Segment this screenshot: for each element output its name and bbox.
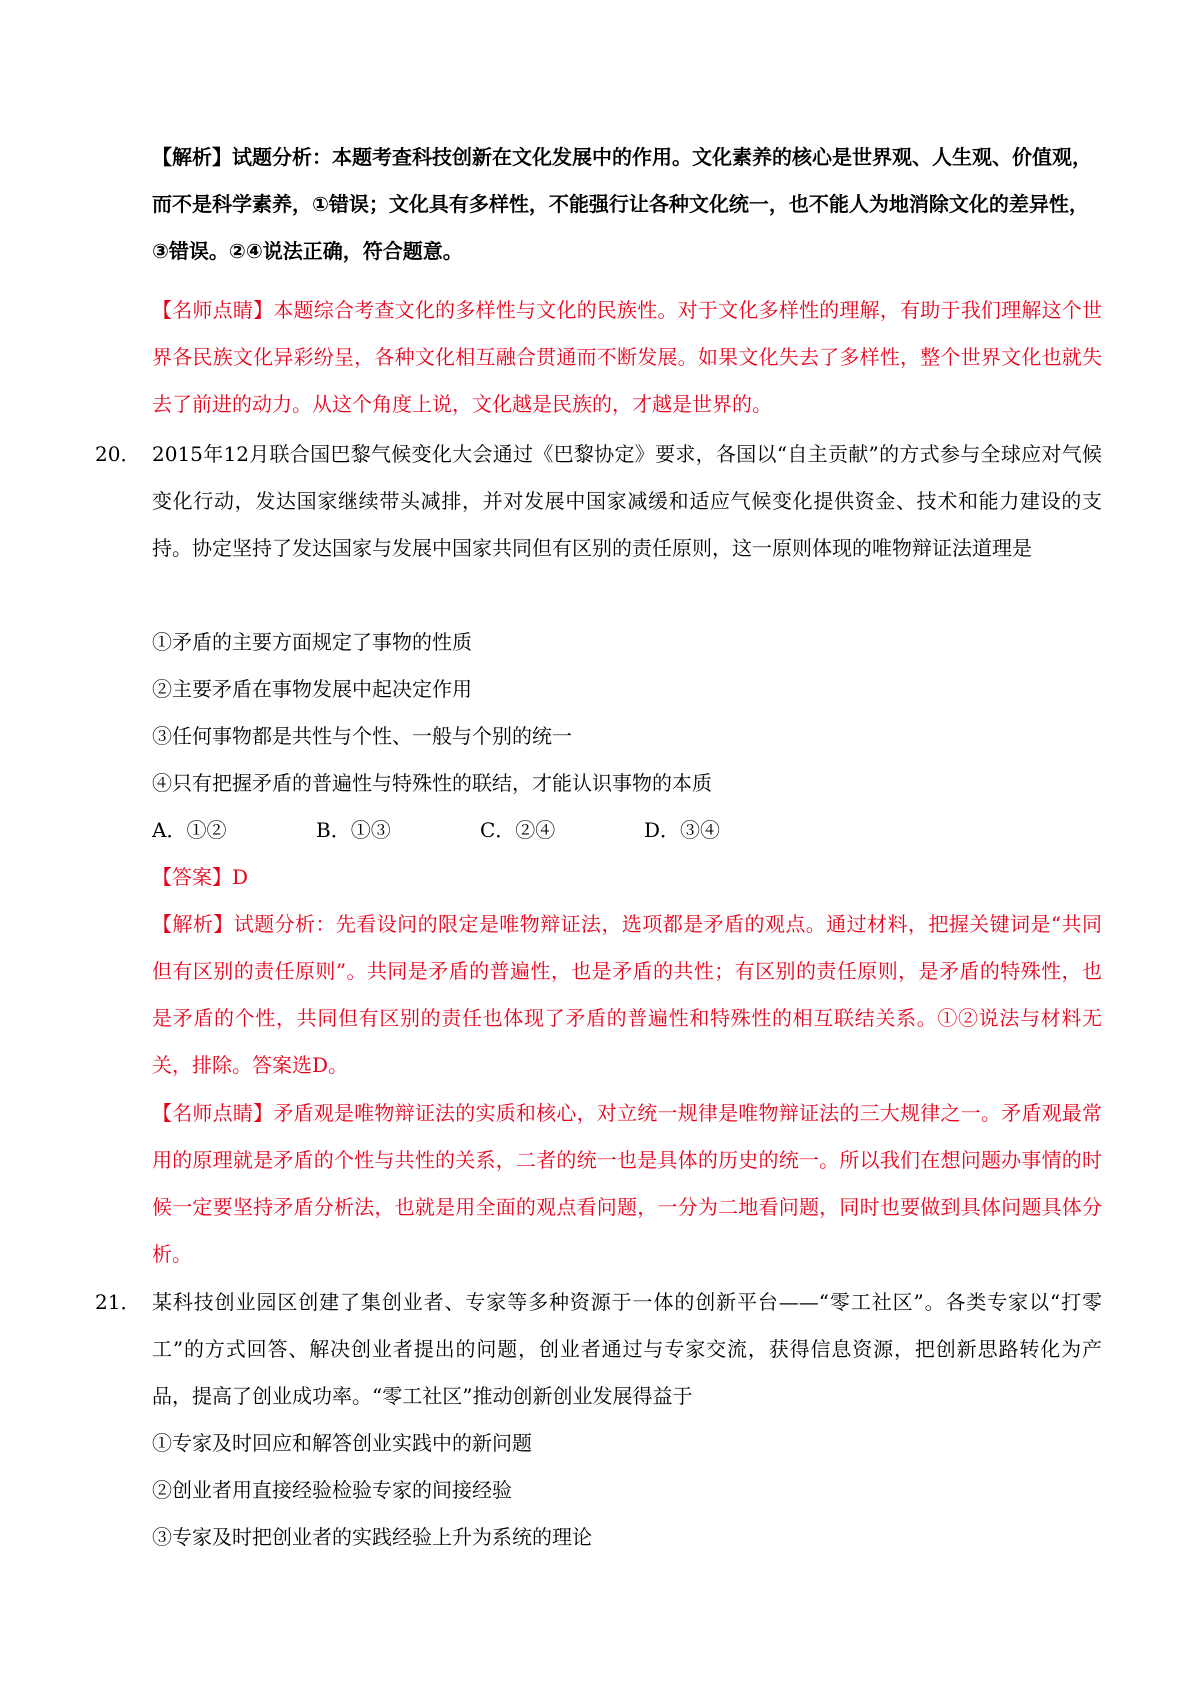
question-21-option-1: ①专家及时回应和解答创业实践中的新问题 [152, 1431, 532, 1455]
question-21-option-2: ②创业者用直接经验检验专家的间接经验 [152, 1478, 512, 1502]
question-20-option-1: ①矛盾的主要方面规定了事物的性质 [152, 630, 472, 654]
question-20-stem: 2015年12月联合国巴黎气候变化大会通过《巴黎协定》要求，各国以“自主贡献”的方式参与全球应对气候变化行动，发达国家继续带头减排，并对发展中国家减缓和适应气候变化提供资金、技术和能力建设的支持。协定坚持了发达国家与发展中国家共同但有区别的责任原则，这一原则体现的唯物辩证法道理是 [152, 442, 1102, 560]
question-20-analysis-tag: 【解析】 [152, 912, 234, 936]
question-20-option-4: ④只有把握矛盾的普遍性与特殊性的联结，才能认识事物的本质 [152, 771, 712, 795]
question-20-tip [152, 1090, 1102, 1278]
choice-c: C．②④ [480, 818, 556, 842]
question-20-analysis [152, 901, 1102, 1089]
analysis-19 [152, 134, 1102, 275]
analysis-19-tag: 【解析】 [152, 145, 232, 169]
question-20-analysis-text: 试题分析：先看设问的限定是唯物辩证法，选项都是矛盾的观点。通过材料，把握关键词是“共同但有区别的责任原则”。共同是矛盾的普遍性，也是矛盾的共性；有区别的责任原则，是矛盾的特殊性，也是矛盾的个性，共同但有区别的责任也体现了矛盾的普遍性和特殊性的相互联结关系。①②说法与材料无关，排除。答案选D。 [152, 912, 1102, 1077]
tip-19-tag: 【名师点睛】 [152, 298, 274, 322]
analysis-19-text: 试题分析：本题考查科技创新在文化发展中的作用。文化素养的核心是世界观、人生观、价值观，而不是科学素养，①错误；文化具有多样性，不能强行让各种文化统一，也不能人为地消除文化的差异性，③错误。②④说法正确，符合题意。 [152, 145, 1092, 263]
question-20-choices [152, 807, 808, 854]
tip-19 [152, 287, 1102, 428]
choice-d: D．③④ [644, 818, 721, 842]
question-20-tip-tag: 【名师点睛】 [152, 1101, 274, 1125]
tip-19-text: 本题综合考查文化的多样性与文化的民族性。对于文化多样性的理解，有助于我们理解这个世界各民族文化异彩纷呈，各种文化相互融合贯通而不断发展。如果文化失去了多样性，整个世界文化也就失去了前进的动力。从这个角度上说，文化越是民族的，才越是世界的。 [152, 298, 1103, 416]
question-20-option-3: ③任何事物都是共性与个性、一般与个别的统一 [152, 724, 572, 748]
question-20-number: 20． [95, 442, 141, 466]
choice-a: A．①② [152, 818, 227, 842]
question-20-option-2: ②主要矛盾在事物发展中起决定作用 [152, 677, 472, 701]
question-21-number: 21． [95, 1290, 141, 1314]
question-21-stem: 某科技创业园区创建了集创业者、专家等多种资源于一体的创新平台——“零工社区”。各类专家以“打零工”的方式回答、解决创业者提出的问题，创业者通过与专家交流，获得信息资源，把创新思路转化为产品，提高了创业成功率。“零工社区”推动创新创业发展得益于 [152, 1290, 1102, 1408]
choice-b: B．①③ [316, 818, 391, 842]
question-20-answer: 【答案】D [152, 865, 249, 889]
question-21-option-3: ③专家及时把创业者的实践经验上升为系统的理论 [152, 1525, 592, 1549]
question-20-tip-text: 矛盾观是唯物辩证法的实质和核心，对立统一规律是唯物辩证法的三大规律之一。矛盾观最常用的原理就是矛盾的个性与共性的关系，二者的统一也是具体的历史的统一。所以我们在想问题办事情的时候一定要坚持矛盾分析法，也就是用全面的观点看问题，一分为二地看问题，同时也要做到具体问题具体分析。 [152, 1101, 1103, 1266]
